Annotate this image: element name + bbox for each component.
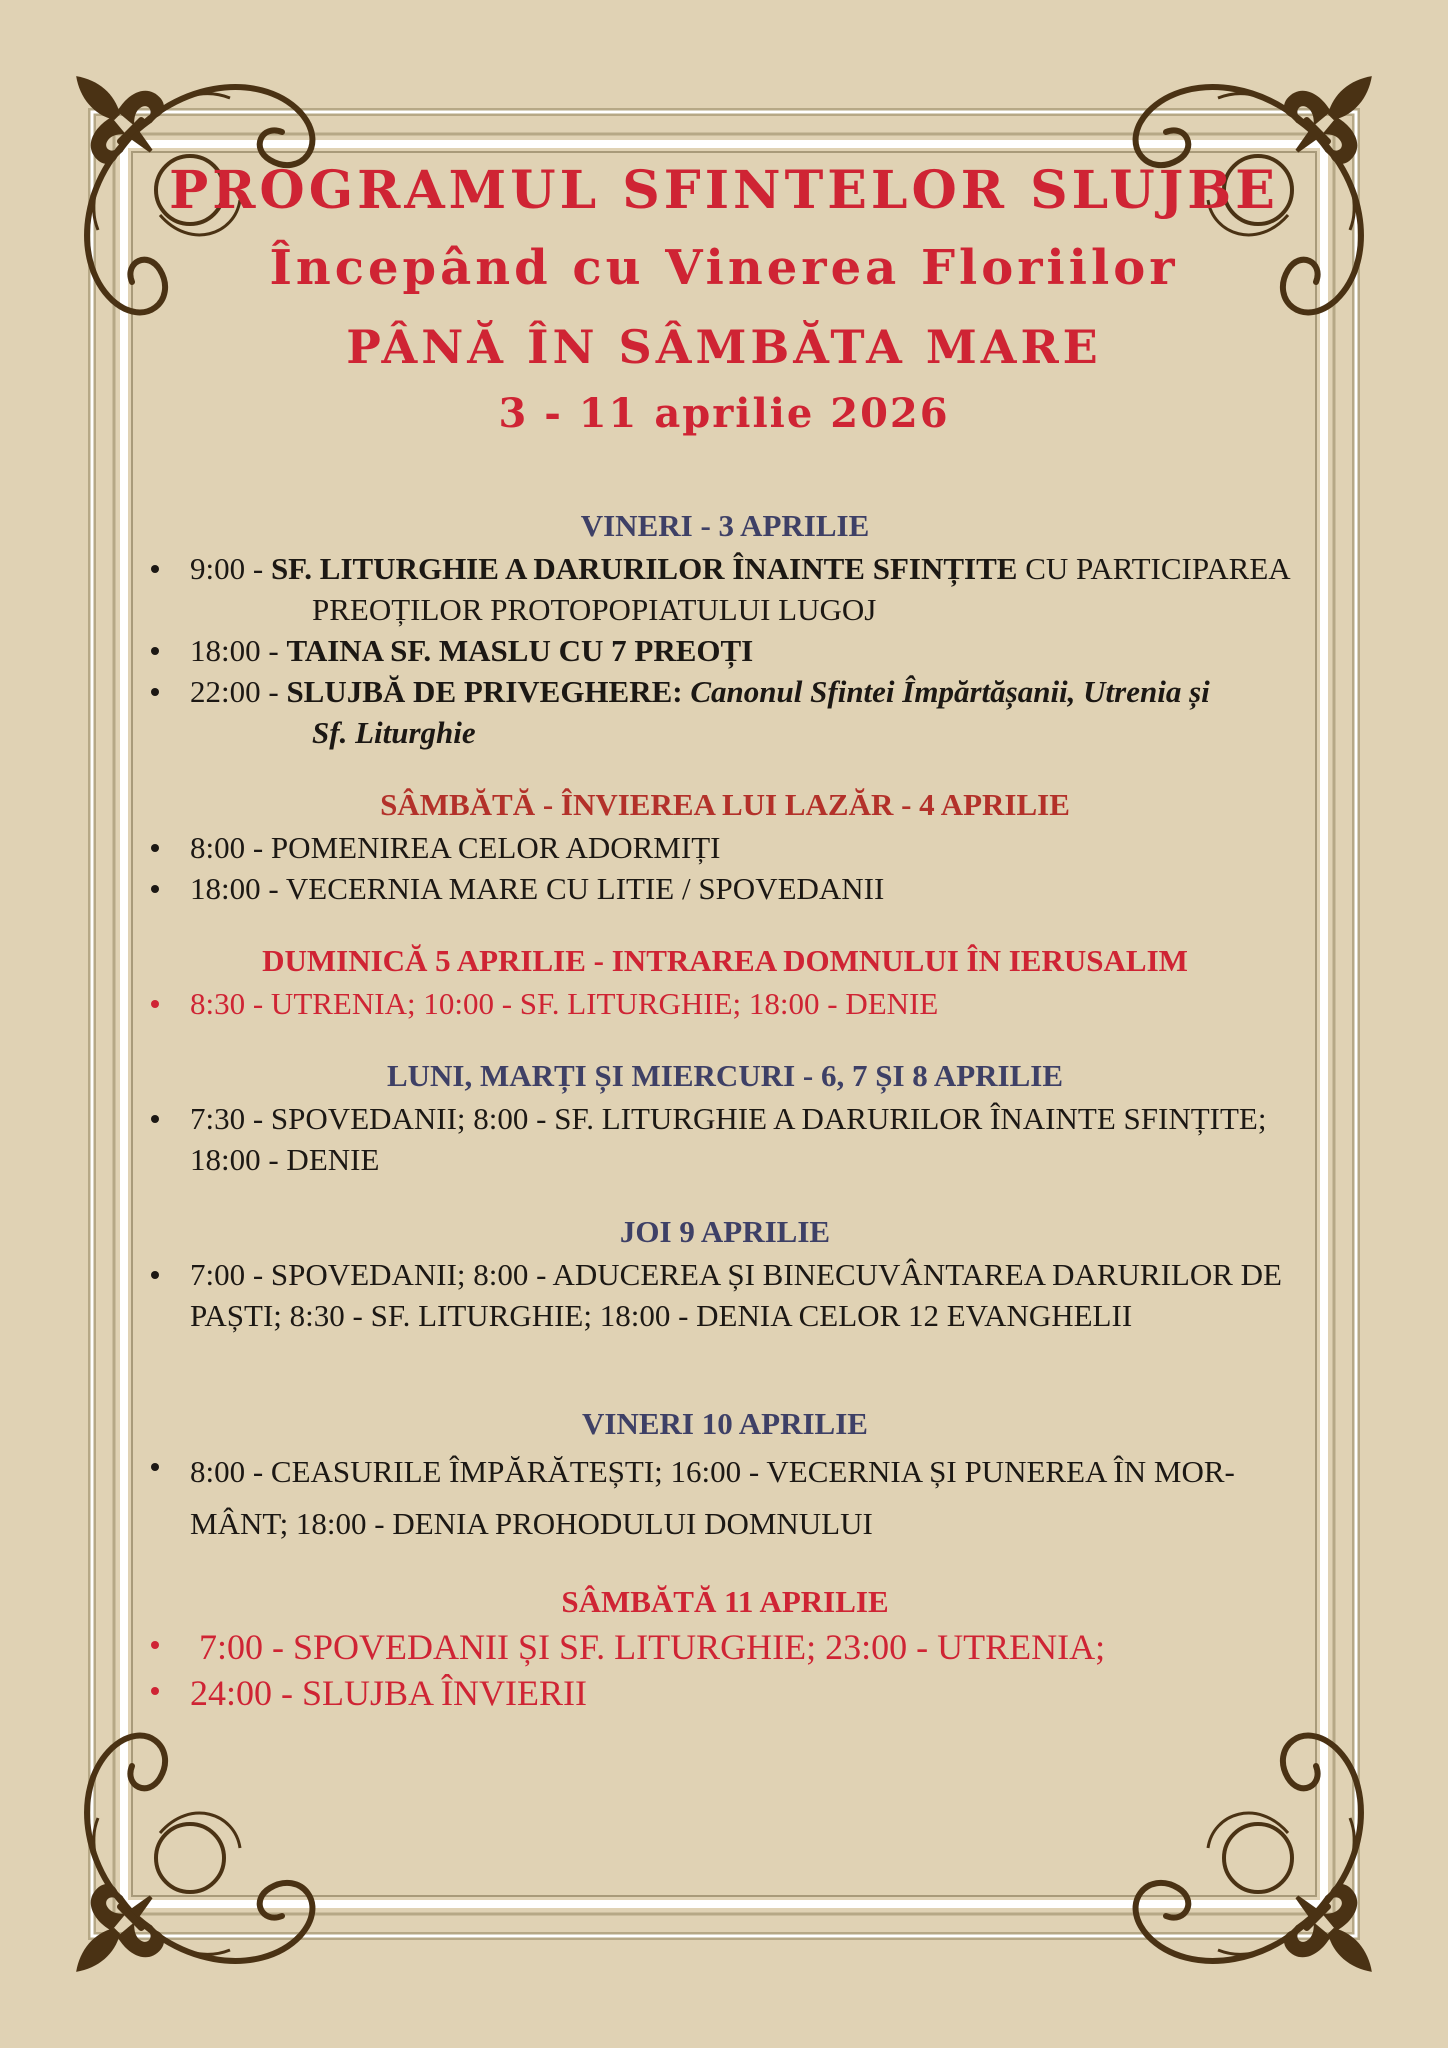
service-item: 8:00 - POMENIREA CELOR ADORMIȚI bbox=[140, 827, 1310, 868]
day-section-luni-miercuri bbox=[140, 1054, 1310, 1180]
day-section-duminica-5 bbox=[140, 939, 1310, 1024]
day-section-sambata-11 bbox=[140, 1580, 1310, 1716]
day-heading: SÂMBĂTĂ - ÎNVIEREA LUI LAZĂR - 4 APRILIE bbox=[380, 787, 1070, 822]
service-item bbox=[140, 1098, 1310, 1180]
service-item: 7:00 - SPOVEDANII ȘI SF. LITURGHIE; 23:00 - UTRENIA; bbox=[140, 1624, 1310, 1670]
service-time: 22:00 - bbox=[190, 674, 287, 709]
service-item bbox=[140, 671, 1310, 753]
service-item: 18:00 - VECERNIA MARE CU LITIE / SPOVEDANII bbox=[140, 868, 1310, 909]
service-detail: Canonul Sfintei Împărtășanii, Utrenia și bbox=[690, 674, 1210, 709]
service-name: SF. LITURGHIE A DARURILOR ÎNAINTE SFINȚITE bbox=[270, 551, 1018, 586]
day-heading: VINERI - 3 APRILIE bbox=[580, 508, 870, 543]
service-name: TAINA SF. MASLU CU 7 PREOȚI bbox=[286, 633, 754, 668]
schedule bbox=[140, 504, 1310, 1746]
corner-ornament-bottom-left bbox=[45, 1736, 312, 2003]
service-item bbox=[140, 630, 1310, 671]
day-heading: LUNI, MARȚI ȘI MIERCURI - 6, 7 ȘI 8 APRILIE bbox=[386, 1058, 1064, 1093]
day-section-sambata-4 bbox=[140, 783, 1310, 909]
service-text: 7:00 - SPOVEDANII; 8:00 - ADUCEREA ȘI BINECUVÂNTAREA DARURILOR DE bbox=[190, 1257, 1282, 1292]
day-heading: SÂMBĂTĂ 11 APRILIE bbox=[561, 1584, 889, 1619]
service-time: 18:00 - bbox=[190, 633, 287, 668]
day-section-vineri-3 bbox=[140, 504, 1310, 753]
day-heading: DUMINICĂ 5 APRILIE - INTRAREA DOMNULUI ÎN IERUSALIM bbox=[262, 943, 1188, 978]
service-time: 9:00 - bbox=[190, 551, 271, 586]
corner-ornament-bottom-right bbox=[1136, 1736, 1403, 2003]
day-heading: JOI 9 APRILIE bbox=[619, 1214, 831, 1249]
title-date-range: 3 - 11 aprilie 2026 bbox=[498, 390, 950, 437]
service-item: 24:00 - SLUJBA ÎNVIERII bbox=[140, 1670, 1310, 1716]
day-heading: VINERI 10 APRILIE bbox=[582, 1406, 868, 1441]
service-continuation: PREOȚILOR PROTOPOPIATULUI LUGOJ bbox=[312, 592, 877, 627]
title-line-2: Începând cu Vinerea Floriilor bbox=[269, 240, 1179, 296]
service-item: 8:30 - UTRENIA; 10:00 - SF. LITURGHIE; 18:00 - DENIE bbox=[140, 983, 1310, 1024]
service-text: 7:30 - SPOVEDANII; 8:00 - SF. LITURGHIE A DARURILOR ÎNAINTE SFINȚITE; bbox=[190, 1101, 1267, 1136]
day-section-joi-9 bbox=[140, 1210, 1310, 1336]
service-text: 8:00 - CEASURILE ÎMPĂRĂTEȘTI; 16:00 - VECERNIA ȘI PUNEREA ÎN MOR- bbox=[190, 1454, 1235, 1489]
service-detail: CU PARTICIPAREA bbox=[1017, 551, 1291, 586]
service-continuation: PAȘTI; 8:30 - SF. LITURGHIE; 18:00 - DENIA CELOR 12 EVANGHELII bbox=[190, 1298, 1133, 1333]
service-continuation: 18:00 - DENIE bbox=[190, 1142, 380, 1177]
service-item bbox=[140, 548, 1310, 630]
service-continuation: MÂNT; 18:00 - DENIA PROHODULUI DOMNULUI bbox=[190, 1506, 873, 1541]
title-line-3: PÂNĂ ÎN SÂMBĂTA MARE bbox=[346, 320, 1102, 374]
day-section-vineri-10 bbox=[140, 1402, 1310, 1550]
service-name: SLUJBĂ DE PRIVEGHERE: bbox=[286, 674, 691, 709]
service-continuation: Sf. Liturghie bbox=[312, 715, 476, 750]
service-item bbox=[140, 1446, 1310, 1550]
title-line-1: PROGRAMUL SFINTELOR SLUJBE bbox=[169, 160, 1279, 221]
service-item bbox=[140, 1254, 1310, 1336]
